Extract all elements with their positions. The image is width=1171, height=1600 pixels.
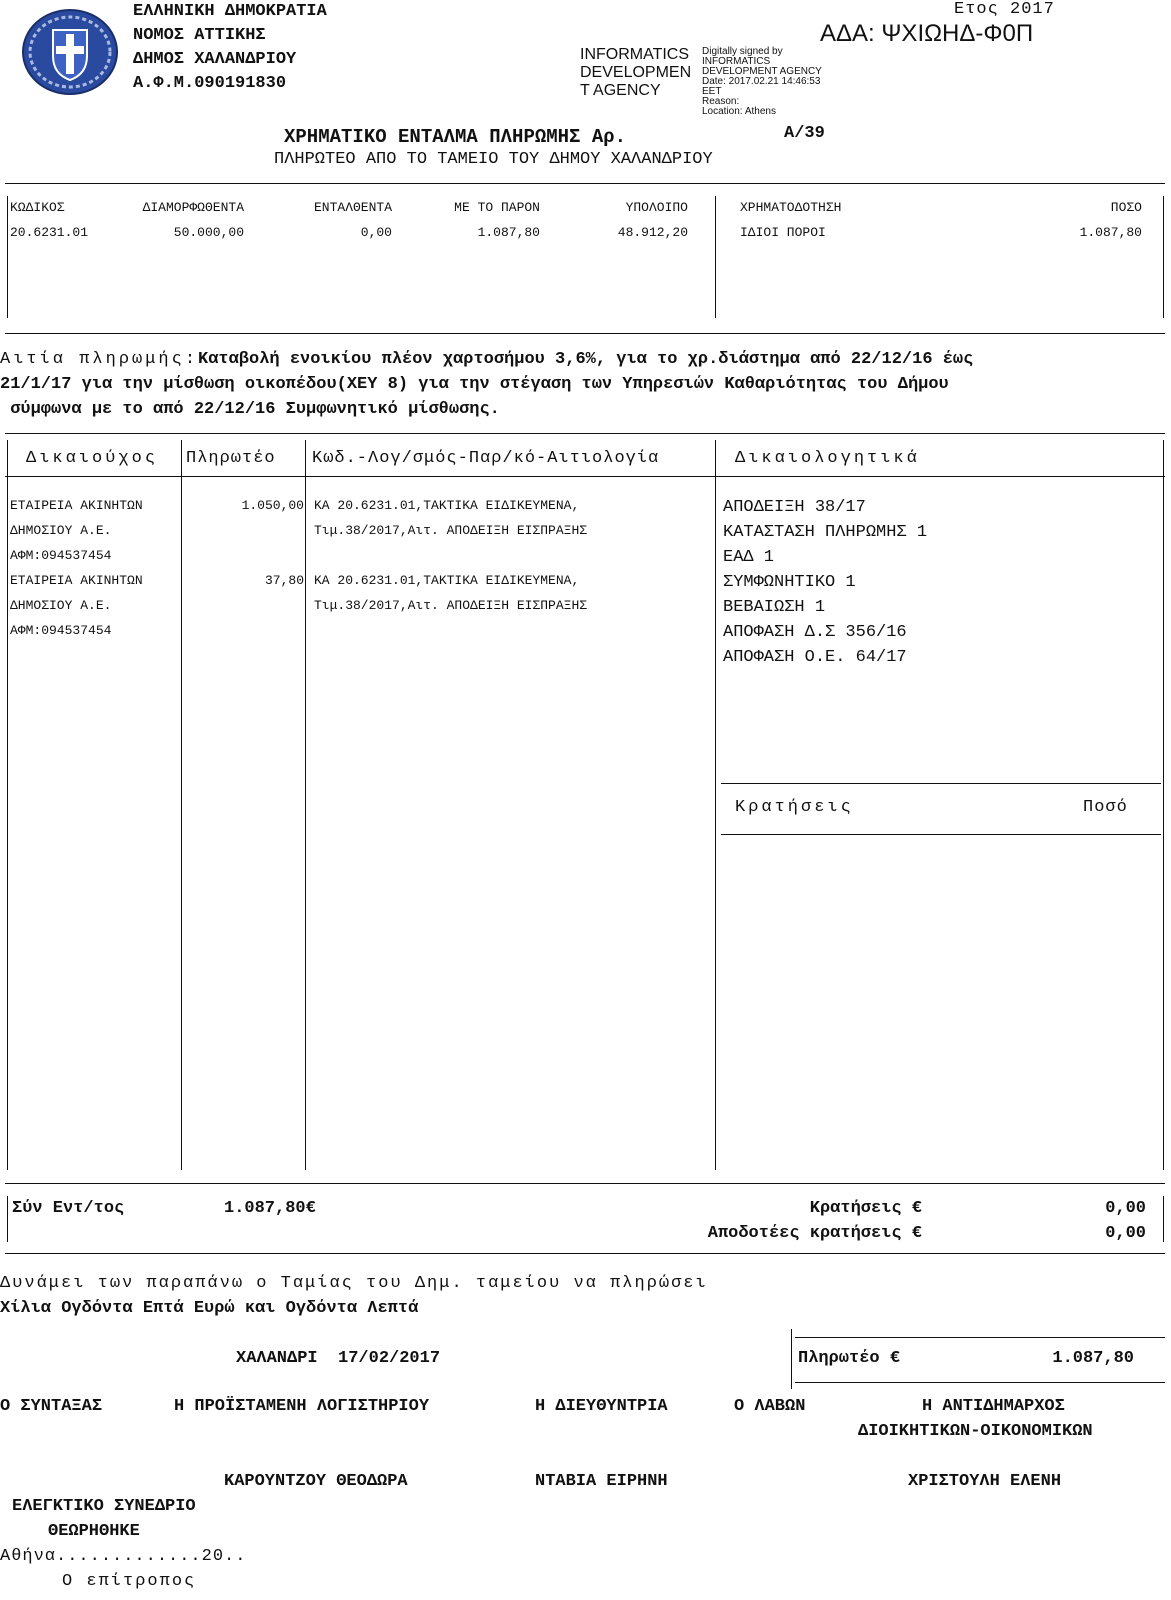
payable-label: Πληρωτέο € [798, 1349, 901, 1368]
document-title: ΧΡΗΜΑΤΙΚΟ ΕΝΤΑΛΜΑ ΠΛΗΡΩΜΗΣ Αρ. [284, 126, 627, 148]
sum-value: 1.087,80€ [224, 1199, 316, 1218]
stamp-org-line-2: DEVELOPMEN [580, 64, 692, 81]
budget-header-amount: ΠΟΣΟ [1110, 200, 1142, 215]
payment-row-1-code: ΚΑ 20.6231.01,ΤΑΚΤΙΚΑ ΕΙΔΙΚΕΥΜΕΝΑ, [314, 498, 580, 513]
payments-header-payable: Πληρωτέο [186, 449, 276, 468]
document-item-3: ΕΑΔ 1 [723, 548, 775, 567]
director-name: ΝΤΑΒΙΑ ΕΙΡΗΝΗ [535, 1472, 668, 1491]
payments-header-beneficiary: Δικαιούχος [26, 449, 159, 468]
budget-cell-formed: 50.000,00 [173, 225, 244, 240]
coat-of-arms-logo [20, 8, 120, 96]
municipality-title: ΔΗΜΟΣ ΧΑΛΑΝΔΡΙΟΥ [133, 50, 297, 69]
payment-row-1-amount: 1.050,00 [241, 498, 304, 513]
payment-row-3-beneficiary: ΑΦΜ:094537454 [10, 548, 112, 563]
payment-row-2-code: Τιμ.38/2017,Αιτ. ΑΠΟΔΕΙΞΗ ΕΙΣΠΡΑΞΗΣ [314, 523, 588, 538]
stamp-detail-3: DEVELOPMENT AGENCY [702, 66, 822, 77]
payable-value: 1.087,80 [1052, 1349, 1134, 1368]
budget-cell-code: 20.6231.01 [10, 225, 89, 240]
document-number: Α/39 [784, 124, 825, 143]
budget-header-ordered: ΕΝΤΑΛΘΕΝΤΑ [313, 200, 392, 215]
budget-header-remaining: ΥΠΟΛΟΙΠΟ [625, 200, 688, 215]
republic-title: ΕΛΛΗΝΙΚΗ ΔΗΜΟΚΡΑΤΙΑ [133, 2, 327, 21]
withholdings-label: Κρατήσεις € [809, 1199, 922, 1218]
budget-cell-ordered: 0,00 [360, 225, 392, 240]
document-item-4: ΣΥΜΦΩΝΗΤΙΚΟ 1 [723, 573, 856, 592]
payment-row-4-beneficiary: ΕΤΑΙΡΕΙΑ ΑΚΙΝΗΤΩΝ [10, 573, 143, 588]
paid-withholdings-label: Αποδοτέες κρατήσεις € [707, 1224, 922, 1243]
stamp-org-line-3: T AGENCY [580, 82, 661, 99]
afm-number: Α.Φ.Μ.090191830 [133, 74, 287, 93]
budget-cell-remaining: 48.912,20 [617, 225, 688, 240]
withholdings-value: 0,00 [1105, 1199, 1146, 1218]
payment-row-6-beneficiary: ΑΦΜ:094537454 [10, 623, 112, 638]
budget-cell-amount: 1.087,80 [1079, 225, 1142, 240]
place-date: ΧΑΛΑΝΔΡΙ 17/02/2017 [236, 1349, 441, 1368]
audit-commissioner: Ο επίτροπος [62, 1572, 197, 1591]
stamp-detail-7: Location: Athens [702, 106, 776, 117]
cause-line-1: Καταβολή ενοικίου πλέον χαρτοσήμου 3,6%, για το χρ.διάστημα από 22/12/16 έως [198, 350, 974, 369]
cause-line-2: 21/1/17 για την μίσθωση οικοπέδου(ΧΕΥ 8) για την στέγαση των Υπηρεσιών Καθαριότητας του Δήμου [0, 375, 949, 394]
cause-label: Αιτία πληρωμής: [0, 350, 199, 369]
paid-withholdings-value: 0,00 [1105, 1224, 1146, 1243]
sum-label: Σύν Εντ/τος [12, 1199, 125, 1218]
payment-row-4-amount: 37,80 [264, 573, 304, 588]
audit-athens: Αθήνα.............20.. [0, 1547, 247, 1566]
signature-director: Η ΔΙΕΥΘΥΝΤΡΙΑ [535, 1397, 668, 1416]
digital-signature-stamp [580, 46, 840, 118]
stamp-detail-2: INFORMATICS [702, 56, 771, 67]
accounting-head-name: ΚΑΡΟΥΝΤΖΟΥ ΘΕΟΔΩΡΑ [224, 1472, 408, 1491]
budget-cell-funding: ΙΔΙΟΙ ΠΟΡΟΙ [740, 225, 826, 240]
prefecture-title: ΝΟΜΟΣ ΑΤΤΙΚΗΣ [133, 26, 266, 45]
withholding-amount-header: Ποσό [1083, 798, 1128, 817]
budget-header-formed: ΔΙΑΜΟΡΦΩΘΕΝΤΑ [142, 200, 244, 215]
signature-receiver: Ο ΛΑΒΩΝ [734, 1397, 806, 1416]
audit-court: ΕΛΕΓΚΤΙΚΟ ΣΥΝΕΔΡΙΟ [12, 1497, 196, 1516]
deputy-mayor-name: ΧΡΙΣΤΟΥΛΗ ΕΛΕΝΗ [908, 1472, 1062, 1491]
budget-header-funding: ΧΡΗΜΑΤΟΔΟΤΗΣΗ [740, 200, 842, 215]
payment-row-5-code: Τιμ.38/2017,Αιτ. ΑΠΟΔΕΙΞΗ ΕΙΣΠΡΑΞΗΣ [314, 598, 588, 613]
document-item-1: ΑΠΟΔΕΙΞΗ 38/17 [723, 498, 866, 517]
cause-line-3: σύμφωνα με το από 22/12/16 Συμφωνητικό μίσθωσης. [0, 400, 500, 419]
document-subtitle: ΠΛΗΡΩΤΕΟ ΑΠΟ ΤΟ ΤΑΜΕΙΟ ΤΟΥ ΔΗΜΟΥ ΧΑΛΑΝΔΡΙΟΥ [274, 150, 713, 169]
document-item-2: ΚΑΤΑΣΤΑΣΗ ΠΛΗΡΩΜΗΣ 1 [723, 523, 928, 542]
document-item-6: ΑΠΟΦΑΣΗ Δ.Σ 356/16 [723, 623, 907, 642]
stamp-detail-1: Digitally signed by [702, 46, 783, 57]
budget-header-current: ΜΕ ΤΟ ΠΑΡΟΝ [454, 200, 540, 215]
signature-accounting-head: Η ΠΡΟΪΣΤΑΜΕΝΗ ΛΟΓΙΣΤΗΡΙΟΥ [174, 1397, 430, 1416]
budget-cell-current: 1.087,80 [477, 225, 540, 240]
stamp-detail-6: Reason: [702, 96, 740, 107]
audit-checked: ΘΕΩΡΗΘΗΚΕ [48, 1522, 140, 1541]
payments-header-documents: Δικαιολογητικά [735, 449, 920, 468]
signature-deputy-mayor-dept: ΔΙΟΙΚΗΤΙΚΩΝ-ΟΙΚΟΝΟΜΙΚΩΝ [858, 1422, 1093, 1441]
document-item-7: ΑΠΟΦΑΣΗ Ο.Ε. 64/17 [723, 648, 907, 667]
payment-row-2-beneficiary: ΔΗΜΟΣΙΟΥ Α.Ε. [10, 523, 112, 538]
withholding-header: Κρατήσεις [735, 798, 854, 817]
payment-row-1-beneficiary: ΕΤΑΙΡΕΙΑ ΑΚΙΝΗΤΩΝ [10, 498, 143, 513]
payments-header-code: Κωδ.-Λογ/σμός-Παρ/κό-Αιτιολογία [312, 449, 660, 468]
signature-composer: Ο ΣΥΝΤΑΞΑΣ [0, 1397, 103, 1416]
stamp-detail-5: EET [702, 86, 722, 97]
budget-header-code: ΚΩΔΙΚΟΣ [10, 200, 65, 215]
document-item-5: ΒΕΒΑΙΩΣΗ 1 [723, 598, 826, 617]
payment-row-4-code: ΚΑ 20.6231.01,ΤΑΚΤΙΚΑ ΕΙΔΙΚΕΥΜΕΝΑ, [314, 573, 580, 588]
stamp-detail-4: Date: 2017.02.21 14:46:53 [702, 76, 821, 87]
payment-row-5-beneficiary: ΔΗΜΟΣΙΟΥ Α.Ε. [10, 598, 112, 613]
authorization-line: Δυνάμει των παραπάνω ο Ταμίας του Δημ. ταμείου να πληρώσει [0, 1274, 708, 1293]
ada-code: ΑΔΑ: ΨΧΙΩΗΔ-Φ0Π [820, 20, 1034, 47]
year-label: Ετος 2017 [954, 0, 1055, 19]
signature-deputy-mayor: Η ΑΝΤΙΔΗΜΑΡΧΟΣ [922, 1397, 1065, 1416]
amount-in-words: Χίλια Ογδόντα Επτά Ευρώ και Ογδόντα Λεπτά [0, 1299, 419, 1318]
stamp-org-line-1: INFORMATICS [580, 46, 690, 63]
